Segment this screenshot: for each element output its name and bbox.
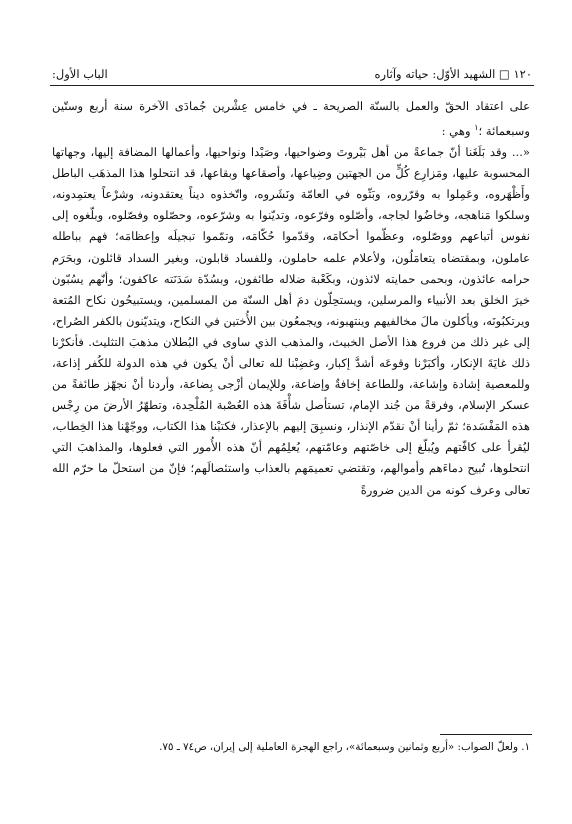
footnote-reference: ١ bbox=[474, 123, 479, 133]
running-header-page-title: ١٢٠ □ الشهيد الأوّل: حياته وآثاره bbox=[374, 67, 532, 81]
body-text bbox=[52, 96, 530, 501]
intro-paragraph: على اعتقاد الحقّ والعمل بالسنّة الصريحة ـ في خامس عِشْرين جُمادَى الآخرة سنة أربع وستّين وسبعمائة ؛$^١$ وهي : bbox=[52, 99, 530, 138]
footnote-rule bbox=[440, 734, 532, 735]
running-header-chapter: الباب الأول: bbox=[52, 67, 108, 81]
footnote: ١. ولعلّ الصواب: «أربع وثمانين وسبعمائة»، راجع الهجرة العاملية إلى إيران، ص٧٤ ـ ٧٥. bbox=[159, 741, 530, 753]
quoted-decree-paragraph: «... وقد بَلَغَنا أنّ جماعةً من أهل بَيْروتَ وضواحيها، وصَيْدا ونواحيها، وأعمالها المضافة إليها، وجهاتها المحسوبة عليها، ومَزارِع كُلٍّ من الجهتين وضِياعها، وأصقاعها وبقاعها، قد انتحلوا هذا المذهَب الباطل وأَظْهَروه، وعَمِلوا به وقرّروه، وبَثّوه في العامّة ونَشَروه، واتّخذوه ديناً يعتقدونه، وشرْعاً يعتمِدونه، وسلكوا مَناهجه، وخاضُوا لجاجه، وأصّلوه وفرّعوه، وتديّنوا به وشرّعوه، وحصّلوه وفصّلوه، وبلّغوه إلى نفوس أتباعهم ووصّلوه، وعظّموا أحكامَه، وقدّموا حُكّامَه، وتمّموا تبجيلَه وإعظامَه؛ فهم بباطله عاملون، وبمقتضاه يتعامَلُون، ولأعلام علمه حاملون، وللفساد قابلون، وبغير السداد قائلون، وبحَرَم حرامه عائذون، وبحمى حمايته لائذون، وبكَعْبة ضلاله طائفون، وبسُدّة سَدَنَته عاكفون؛ وأنّهم يسُبّون خيرَ الخلق بعد الأنبياء والمرسلين، ويستحِلّون دمَ أهل السنّة من المسلمين، ويستبيحُون نكاح المُتعة ويرتكبُونَه، ويأكلون مالَ مخالفيهم وينتهبونه، ويجمعُون بين الأُختين في النكاح، ويتديّنون بالكفر الصُراح، إلى غير ذلك من فروع هذا الأصل الخبيث، والمذهب الذي ساوى في البُطلان مذهبَ التثليث. فأنكرْنا ذلك غايَةَ الإنكار، وأكبَرْنا وقوعَه أشدَّ إكبار، وغضِبْنا لله تعالى أنْ يكون في هذه الدولة للكُفر إذاعة، وللمعصية إشادة وإشاعة، وللطاعة إخافةٌ وإضاعة، وللإيمان أزْجى بِضاعة، وأردنا أنْ نجهّز طائفةً من عسكر الإسلام، وفرقةً من جُند الإمام، تستأصل شأْفَةَ هذه العُصْبة المُلْحِدة، وتطهّرُ الأرضَ من رِجْس هذه المَفْسَدة؛ ثمّ رأينا أنْ نقدّم الإنذار، ونسبِقَ إليهم بالإعذار، فكتبْنا هذا الكتاب، ووجّهْنا هذا الخِطاب، ليُقرأ على كافّتهم ويُبلّغ إلى خاصّتهم وعامّتهم، يُعلِمُهم أنّ هذه الأُمور التي فعلوها، والمذاهبَ التي انتحلوها، تُبيح دماءَهم وأموالهم، وتقتضي تعميمَهم بالعذاب واستئصالَهم؛ فإنّ من استحلّ ما حرّم الله تعالى وعرف كونه من الدين ضرورةً bbox=[52, 145, 530, 497]
header-rule bbox=[50, 85, 534, 86]
